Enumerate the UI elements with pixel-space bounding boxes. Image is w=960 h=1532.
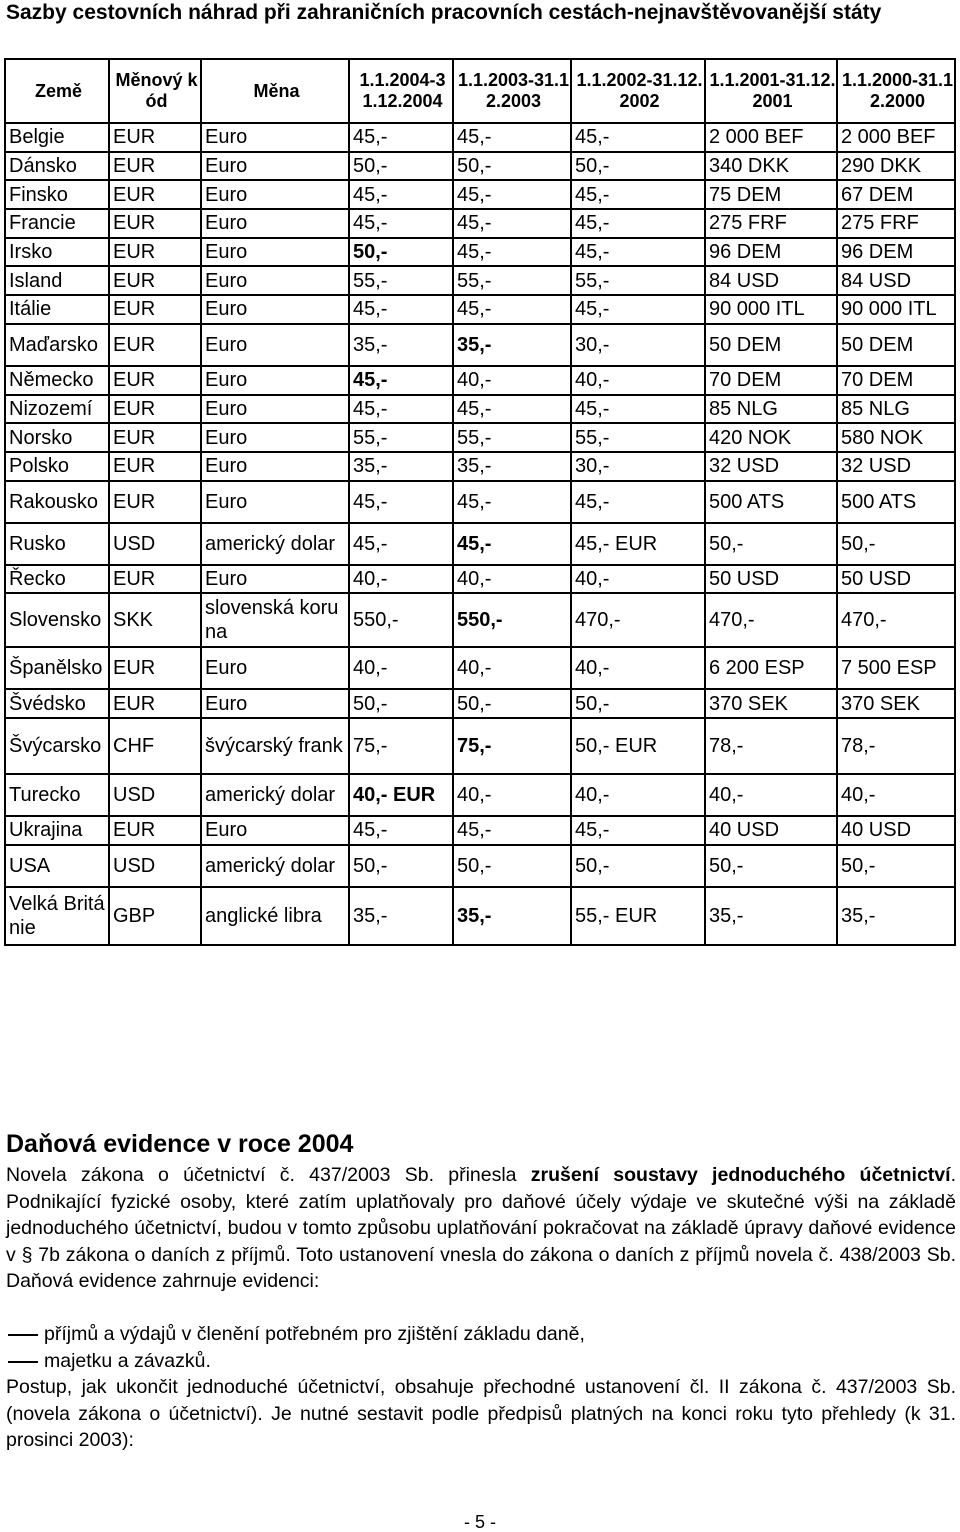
table-cell: 45,- <box>349 816 453 845</box>
table-cell: 90 000 ITL <box>837 295 955 324</box>
table-cell: 45,- <box>349 209 453 238</box>
table-cell: 50,- <box>453 689 571 718</box>
table-cell: 6 200 ESP <box>705 647 837 689</box>
table-cell: 40,- <box>571 565 705 594</box>
table-cell: 55,- <box>453 266 571 295</box>
table-cell: 45,- <box>571 295 705 324</box>
table-cell: EUR <box>109 423 201 452</box>
table-cell: Euro <box>201 452 349 481</box>
table-cell: 275 FRF <box>705 209 837 238</box>
table-row <box>5 887 955 945</box>
table-cell: 35,- <box>349 324 453 366</box>
table-cell: 78,- <box>837 718 955 774</box>
table-cell: 550,- <box>349 593 453 647</box>
dash-icon <box>8 1361 38 1363</box>
table-cell: 50,- <box>349 845 453 887</box>
table-cell: Euro <box>201 481 349 523</box>
table-cell: 50,- <box>837 523 955 565</box>
table-cell: EUR <box>109 565 201 594</box>
table-cell: 35,- <box>453 324 571 366</box>
table-cell: USD <box>109 845 201 887</box>
table-cell: USD <box>109 774 201 816</box>
table-cell: Euro <box>201 423 349 452</box>
table-row <box>5 845 955 887</box>
table-cell: Euro <box>201 689 349 718</box>
table-cell: 40,- <box>453 366 571 395</box>
table-cell: 470,- <box>571 593 705 647</box>
table-row <box>5 774 955 816</box>
table-cell: SKK <box>109 593 201 647</box>
table-cell: 50,- <box>453 152 571 181</box>
table-cell: Euro <box>201 266 349 295</box>
table-cell: 45,- <box>453 481 571 523</box>
table-cell: 550,- <box>453 593 571 647</box>
table-row <box>5 209 955 238</box>
table-cell: Dánsko <box>5 152 109 181</box>
paragraph-closing: Postup, jak ukončit jednoduché účetnictví, obsahuje přechodné ustanovení čl. II zákona č. 437/2003 Sb. (novela zákona o účetnictví). Je nutné sestavit podle předpisů platných na konci roku tyto přehledy (k 31. prosinci 2003): <box>6 1376 956 1451</box>
table-cell: americký dolar <box>201 523 349 565</box>
table-cell: 45,- <box>571 395 705 424</box>
table-cell: 30,- <box>571 452 705 481</box>
table-cell: 45,- <box>349 123 453 152</box>
table-cell: 75 DEM <box>705 180 837 209</box>
table-cell: americký dolar <box>201 845 349 887</box>
table-cell: EUR <box>109 452 201 481</box>
table-cell: Slovensko <box>5 593 109 647</box>
table-row <box>5 324 955 366</box>
table-cell: Švédsko <box>5 689 109 718</box>
table-cell: 55,- <box>571 266 705 295</box>
paragraph-intro <box>6 1162 956 1295</box>
table-cell: Belgie <box>5 123 109 152</box>
table-cell: Španělsko <box>5 647 109 689</box>
table-cell: Euro <box>201 565 349 594</box>
table-cell: Euro <box>201 238 349 267</box>
table-cell: 45,- <box>453 238 571 267</box>
table-cell: 45,- <box>349 395 453 424</box>
table-cell: Ukrajina <box>5 816 109 845</box>
table-cell: 50,- <box>571 152 705 181</box>
table-cell: 50 USD <box>837 565 955 594</box>
table-cell: EUR <box>109 395 201 424</box>
table-cell: 50 DEM <box>705 324 837 366</box>
table-row <box>5 593 955 647</box>
table-cell: 370 SEK <box>837 689 955 718</box>
table-cell: 500 ATS <box>705 481 837 523</box>
table-cell: 340 DKK <box>705 152 837 181</box>
table-cell: Itálie <box>5 295 109 324</box>
table-cell: 40,- <box>349 565 453 594</box>
header-2000: 1.1.2000-31.12.2000 <box>837 59 955 123</box>
table-cell: americký dolar <box>201 774 349 816</box>
table-cell: 50,- EUR <box>571 718 705 774</box>
table-cell: 40 USD <box>837 816 955 845</box>
table-cell: Polsko <box>5 452 109 481</box>
table-cell: 32 USD <box>837 452 955 481</box>
paragraph-intro-start: Novela zákona o účetnictví č. 437/2003 Sb. přinesla <box>6 1164 531 1186</box>
table-cell: 40,- <box>349 647 453 689</box>
table-cell: 35,- <box>837 887 955 945</box>
table-cell: 96 DEM <box>705 238 837 267</box>
table-cell: 50,- <box>571 689 705 718</box>
table-cell: 580 NOK <box>837 423 955 452</box>
table-cell: 45,- <box>453 395 571 424</box>
table-cell: EUR <box>109 689 201 718</box>
table-cell: 90 000 ITL <box>705 295 837 324</box>
table-cell: EUR <box>109 366 201 395</box>
table-cell: 40,- <box>571 774 705 816</box>
table-row <box>5 481 955 523</box>
table-cell: 75,- <box>349 718 453 774</box>
table-cell: 55,- <box>571 423 705 452</box>
table-cell: 50,- <box>453 845 571 887</box>
table-cell: 45,- <box>453 295 571 324</box>
table-cell: 40,- <box>571 647 705 689</box>
table-cell: 45,- <box>571 481 705 523</box>
table-cell: Euro <box>201 324 349 366</box>
table-cell: 45,- <box>571 816 705 845</box>
table-cell: 45,- <box>453 123 571 152</box>
table-cell: Euro <box>201 647 349 689</box>
table-row <box>5 152 955 181</box>
table-cell: 40,- <box>837 774 955 816</box>
table-cell: 45,- <box>349 523 453 565</box>
table-cell: 420 NOK <box>705 423 837 452</box>
table-cell: 67 DEM <box>837 180 955 209</box>
table-cell: 40,- EUR <box>349 774 453 816</box>
table-cell: 30,- <box>571 324 705 366</box>
table-cell: 290 DKK <box>837 152 955 181</box>
table-cell: 7 500 ESP <box>837 647 955 689</box>
table-cell: 2 000 BEF <box>837 123 955 152</box>
table-cell: 35,- <box>453 887 571 945</box>
table-cell: Euro <box>201 295 349 324</box>
table-cell: 2 000 BEF <box>705 123 837 152</box>
table-cell: 50,- <box>349 238 453 267</box>
table-cell: Euro <box>201 395 349 424</box>
table-row <box>5 647 955 689</box>
paragraph-intro-rest: . Podnikající fyzické osoby, které zatím uplatňovaly pro daňové účely výdaje ve skutečné výši na základě jednoduchého účetnictví, budou v tomto způsobu uplatňování pokračovat na základě úpravy daňové evidence v § 7b zákona o daních z příjmů. Toto ustanovení vnesla do zákona o daních z příjmů novela č. 438/2003 Sb. Daňová evidence zahrnuje evidenci: <box>6 1164 956 1292</box>
list-item-text: příjmů a výdajů v členění potřebném pro zjištění základu daně, <box>44 1323 585 1345</box>
table-cell: CHF <box>109 718 201 774</box>
table-cell: Euro <box>201 152 349 181</box>
table-cell: 50 DEM <box>837 324 955 366</box>
table-body <box>5 123 955 945</box>
table-row <box>5 689 955 718</box>
header-2002: 1.1.2002-31.12.2002 <box>571 59 705 123</box>
table-cell: 40,- <box>453 774 571 816</box>
table-row <box>5 718 955 774</box>
table-cell: EUR <box>109 295 201 324</box>
table-cell: EUR <box>109 123 201 152</box>
table-cell: 45,- <box>453 180 571 209</box>
table-cell: EUR <box>109 266 201 295</box>
table-cell: anglické libra <box>201 887 349 945</box>
table-cell: 45,- <box>453 209 571 238</box>
table-cell: 32 USD <box>705 452 837 481</box>
table-header-row <box>5 59 955 123</box>
table-cell: Švýcarsko <box>5 718 109 774</box>
table-cell: 45,- <box>453 816 571 845</box>
table-cell: 75,- <box>453 718 571 774</box>
table-cell: 40,- <box>705 774 837 816</box>
table-cell: 40,- <box>571 366 705 395</box>
table-cell: 50,- <box>837 845 955 887</box>
header-2001: 1.1.2001-31.12.2001 <box>705 59 837 123</box>
table-cell: 50,- <box>705 523 837 565</box>
header-country: Země <box>5 59 109 123</box>
table-cell: Rakousko <box>5 481 109 523</box>
page-title: Sazby cestovních náhrad při zahraničních pracovních cestách-nejnavštěvovanější státy <box>6 1 882 24</box>
table-cell: 45,- <box>349 295 453 324</box>
table-cell: Euro <box>201 180 349 209</box>
table-cell: 45,- <box>571 123 705 152</box>
table-cell: 35,- <box>349 452 453 481</box>
table-cell: USA <box>5 845 109 887</box>
table-cell: Řecko <box>5 565 109 594</box>
table-cell: EUR <box>109 481 201 523</box>
table-cell: Euro <box>201 123 349 152</box>
header-2003: 1.1.2003-31.12.2003 <box>453 59 571 123</box>
table-cell: USD <box>109 523 201 565</box>
table-cell: švýcarský frank <box>201 718 349 774</box>
table-row <box>5 452 955 481</box>
table-row <box>5 238 955 267</box>
table-row <box>5 366 955 395</box>
table-cell: 45,- <box>571 180 705 209</box>
table-cell: 275 FRF <box>837 209 955 238</box>
table-cell: 35,- <box>349 887 453 945</box>
table-cell: 85 NLG <box>837 395 955 424</box>
list-item <box>6 1348 956 1375</box>
table-cell: 55,- EUR <box>571 887 705 945</box>
table-cell: slovenská koruna <box>201 593 349 647</box>
table-cell: 55,- <box>349 266 453 295</box>
header-currency-code: Měnový kód <box>109 59 201 123</box>
table-cell: 55,- <box>349 423 453 452</box>
table-cell: 45,- EUR <box>571 523 705 565</box>
table-cell: 500 ATS <box>837 481 955 523</box>
table-cell: 50,- <box>349 689 453 718</box>
table-cell: 40,- <box>453 565 571 594</box>
table-row <box>5 816 955 845</box>
table-cell: EUR <box>109 209 201 238</box>
table-cell: EUR <box>109 180 201 209</box>
table-cell: 45,- <box>571 209 705 238</box>
page-number: - 5 - <box>463 1512 496 1532</box>
header-2004: 1.1.2004-31.12.2004 <box>349 59 453 123</box>
table-cell: GBP <box>109 887 201 945</box>
table-cell: EUR <box>109 324 201 366</box>
table-cell: 78,- <box>705 718 837 774</box>
paragraph-intro-emphasis: zrušení soustavy jednoduchého účetnictví <box>530 1164 951 1186</box>
table-row <box>5 565 955 594</box>
list-item-text: majetku a závazků. <box>44 1350 211 1372</box>
table-cell: Island <box>5 266 109 295</box>
travel-allowance-table <box>4 58 956 946</box>
table-cell: 45,- <box>349 366 453 395</box>
table-cell: Euro <box>201 366 349 395</box>
table-cell: Rusko <box>5 523 109 565</box>
table-cell: Euro <box>201 209 349 238</box>
table-cell: 45,- <box>571 238 705 267</box>
table-cell: Turecko <box>5 774 109 816</box>
table-cell: EUR <box>109 238 201 267</box>
table-cell: Norsko <box>5 423 109 452</box>
table-cell: 370 SEK <box>705 689 837 718</box>
table-cell: 70 DEM <box>705 366 837 395</box>
table-cell: 50,- <box>705 845 837 887</box>
table-cell: 85 NLG <box>705 395 837 424</box>
table-cell: 45,- <box>349 481 453 523</box>
table-row <box>5 180 955 209</box>
table-cell: Velká Británie <box>5 887 109 945</box>
table-cell: EUR <box>109 152 201 181</box>
table-cell: 45,- <box>349 180 453 209</box>
table-cell: 55,- <box>453 423 571 452</box>
table-cell: 470,- <box>705 593 837 647</box>
table-row <box>5 266 955 295</box>
table-cell: Francie <box>5 209 109 238</box>
section-heading: Daňová evidence v roce 2004 <box>6 1130 354 1158</box>
table-cell: Finsko <box>5 180 109 209</box>
table-cell: 50,- <box>349 152 453 181</box>
table-cell: 70 DEM <box>837 366 955 395</box>
table-cell: Německo <box>5 366 109 395</box>
table-row <box>5 295 955 324</box>
table-cell: 84 USD <box>837 266 955 295</box>
table-row <box>5 523 955 565</box>
table-cell: 50,- <box>571 845 705 887</box>
table-cell: 84 USD <box>705 266 837 295</box>
table-cell: 35,- <box>453 452 571 481</box>
table-row <box>5 395 955 424</box>
table-cell: 40 USD <box>705 816 837 845</box>
table-row <box>5 123 955 152</box>
table-cell: EUR <box>109 647 201 689</box>
table-cell: Euro <box>201 816 349 845</box>
table-cell: 40,- <box>453 647 571 689</box>
table-cell: 470,- <box>837 593 955 647</box>
table-cell: EUR <box>109 816 201 845</box>
table-cell: 45,- <box>453 523 571 565</box>
header-currency: Měna <box>201 59 349 123</box>
table-cell: 50 USD <box>705 565 837 594</box>
dash-icon <box>8 1334 38 1336</box>
table-cell: 96 DEM <box>837 238 955 267</box>
table-cell: 35,- <box>705 887 837 945</box>
table-cell: Nizozemí <box>5 395 109 424</box>
table-cell: Maďarsko <box>5 324 109 366</box>
table-cell: Irsko <box>5 238 109 267</box>
list-item <box>6 1321 956 1348</box>
table-row <box>5 423 955 452</box>
